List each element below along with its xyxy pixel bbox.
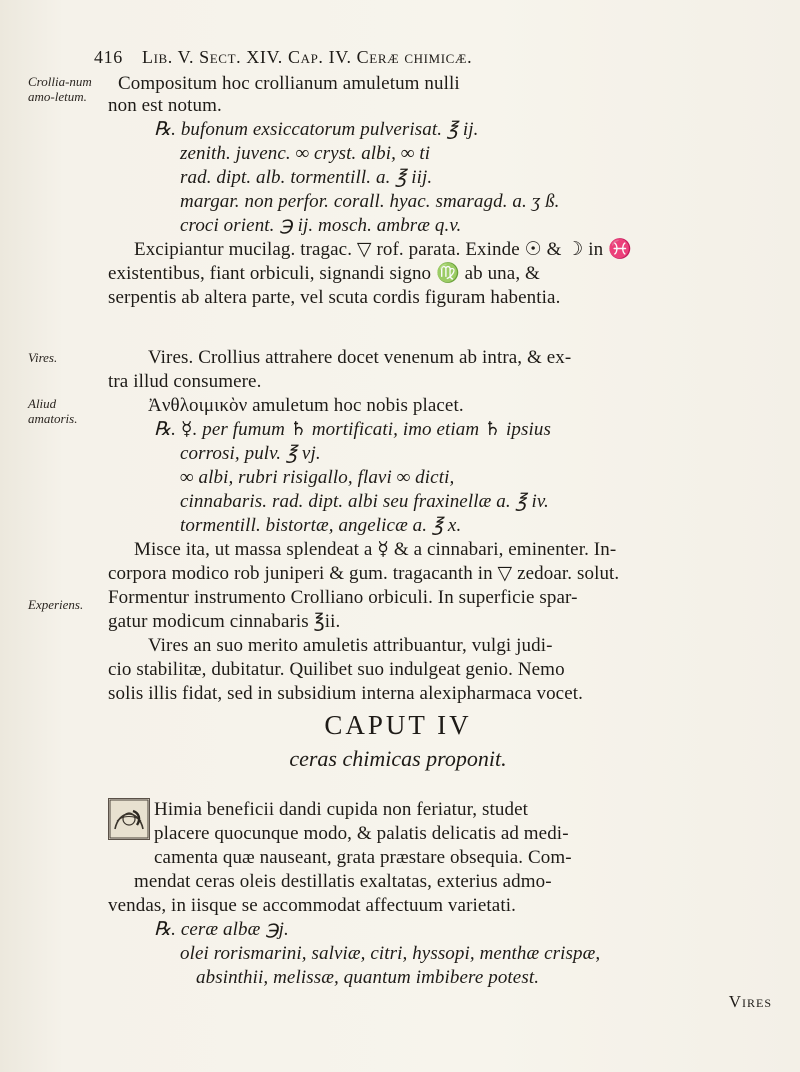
text-line: serpentis ab altera parte, vel scuta cordis figuram habentia. [108, 287, 561, 308]
text-line: solis illis fidat, sed in subsidium interna alexipharmaca vocet. [108, 683, 583, 704]
text-line: mendat ceras oleis destillatis exaltatas, exterius admo- [134, 871, 552, 892]
text-line: ℞. ☿. per fumum ♄ mortificati, imo etiam ♄ ipsius [154, 419, 551, 440]
section-1-tail [108, 658, 772, 708]
page-number: 416 [94, 47, 123, 67]
text-line: Misce ita, ut massa splendeat a ☿ & a cinnabari, eminenter. In- [134, 539, 617, 560]
text-line: non est notum. [108, 95, 222, 116]
text-line: Excipiantur mucilag. tragac. ▽ rof. parata. Exinde ☉ & ☽ in ♓ [134, 239, 632, 260]
text-line: cinnabaris. rad. dipt. albi seu fraxinellæ a. ℥ iv. [180, 491, 549, 512]
text-line: olei rorismarini, salviæ, citri, hyssopi, menthæ crispæ, [180, 943, 601, 964]
chapter-title: CAPUT IV [324, 710, 472, 740]
catchword: Vires [728, 992, 772, 1011]
text-line: Compositum hoc crollianum amuletum nulli [118, 73, 460, 94]
text-line: absinthii, melissæ, quantum imbibere potest. [196, 967, 540, 988]
text-line: corpora modico rob juniperi & gum. tragacanth in ▽ zedoar. solut. [108, 563, 620, 584]
text-line: Formentur instrumento Crolliano orbiculi. In superficie spar- [108, 587, 578, 608]
text-line: Vires an suo merito amuletis attribuantur, vulgi judi- [148, 635, 553, 656]
text-line: placere quocunque modo, & palatis delicatis ad medi- [154, 823, 569, 844]
decorated-initial-ornament [109, 799, 149, 839]
section-1-text [108, 72, 772, 656]
chapter-heading [108, 710, 772, 786]
margin-note-crollianum: Crollia-num amo-letum. [28, 74, 92, 104]
text-line: existentibus, fiant orbiculi, signandi signo ♍ ab una, & [108, 263, 540, 284]
margin-note-vires: Vires. [28, 350, 58, 365]
text-line: Himia beneficii dandi cupida non feriatur, studet [154, 799, 528, 820]
text-line: ∞ albi, rubri risigallo, flavi ∞ dicti, [180, 467, 455, 488]
text-line: ℞. ceræ albæ ℈j. [154, 919, 289, 940]
section-2-text [108, 798, 772, 1038]
margin-note-aliud: Aliud amatoris. [28, 396, 78, 426]
text-line: gatur modicum cinnabaris ℥ii. [108, 611, 341, 632]
text-line: cio stabilitæ, dubitatur. Quilibet suo indulgeat genio. Nemo [108, 659, 565, 680]
text-line: vendas, in iisque se accommodat affectuum varietati. [108, 895, 516, 916]
text-line: corrosi, pulv. ℥ vj. [180, 443, 321, 464]
running-head: Lib. V. Sect. XIV. Cap. IV. Ceræ chimicæ. [142, 47, 473, 67]
text-line: Vires. Crollius attrahere docet venenum ab intra, & ex- [148, 347, 572, 368]
text-line: tra illud consumere. [108, 371, 262, 392]
text-line: ℞. bufonum exsiccatorum pulverisat. ℥ ij. [154, 119, 479, 140]
text-line: margar. non perfor. corall. hyac. smaragd. a. ʒ ß. [180, 191, 560, 212]
text-line: zenith. juvenc. ∞ cryst. albi, ∞ ti [180, 143, 431, 164]
text-line: tormentill. bistortæ, angelicæ a. ℥ x. [180, 515, 462, 536]
margin-note-experientia: Experiens. [28, 597, 84, 612]
text-line: rad. dipt. alb. tormentill. a. ℥ iij. [180, 167, 433, 188]
text-line: Ἀνθλοιμικὸν amuletum hoc nobis placet. [148, 395, 464, 416]
text-line: croci orient. ℈ ij. mosch. ambræ q.v. [180, 215, 462, 236]
decorated-initial [108, 798, 150, 840]
chapter-subtitle: ceras chimicas proponit. [289, 746, 507, 771]
text-line: camenta quæ nauseant, grata præstare obsequia. Com- [154, 847, 572, 868]
